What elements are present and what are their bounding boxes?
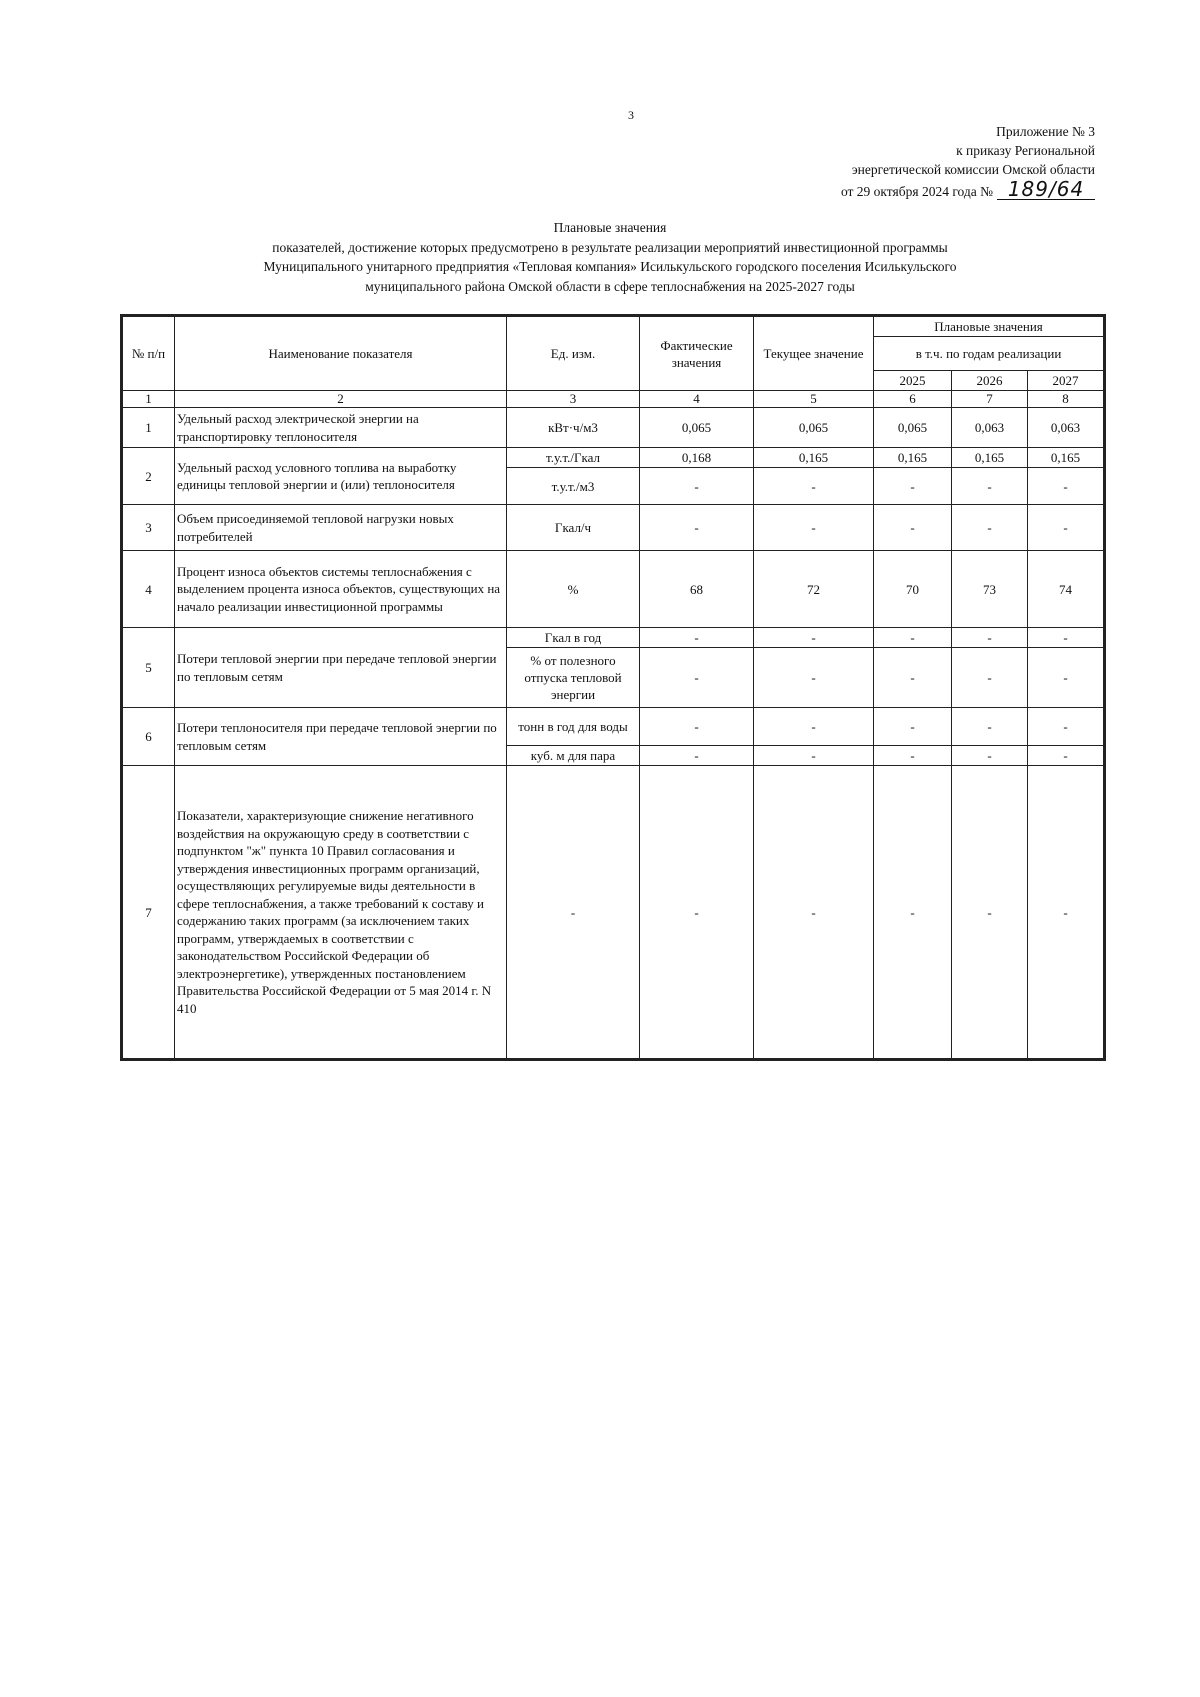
col-number: 2 [175,391,507,408]
appendix-line-4 [675,179,1095,201]
row-unit: куб. м для пара [507,746,640,766]
row-2027: - [1028,628,1104,648]
row-num: 1 [123,408,175,448]
row-2027: 74 [1028,551,1104,628]
row-name: Удельный расход условного топлива на выработку единицы тепловой энергии и (или) теплоносителя [175,448,507,505]
row-num: 7 [123,766,175,1059]
row-2025: 0,065 [874,408,952,448]
row-num: 3 [123,505,175,551]
row-2027: - [1028,505,1104,551]
row-unit: т.у.т./м3 [507,468,640,505]
row-2026: 73 [952,551,1028,628]
row-2026: - [952,746,1028,766]
row-actual: - [640,766,754,1059]
row-2026: - [952,766,1028,1059]
row-name: Потери тепловой энергии при передаче тепловой энергии по тепловым сетям [175,628,507,708]
row-name: Процент износа объектов системы теплоснабжения с выделением процента износа объектов, существующих на начало реализации инвестиционной программы [175,551,507,628]
indicators-table [122,316,1104,1059]
row-actual: - [640,505,754,551]
table-row [123,766,1104,1059]
row-2025: - [874,766,952,1059]
col-number: 7 [952,391,1028,408]
table-row [123,505,1104,551]
row-actual: - [640,468,754,505]
row-unit: % от полезного отпуска тепловой энергии [507,648,640,708]
title-line-1: Плановые значения [553,220,667,235]
row-2025: - [874,746,952,766]
row-unit: Гкал/ч [507,505,640,551]
row-name: Удельный расход электрической энергии на транспортировку теплоносителя [175,408,507,448]
col-number: 3 [507,391,640,408]
header-actual: Фактические значения [640,317,754,391]
header-by-years: в т.ч. по годам реализации [874,337,1104,371]
row-unit: % [507,551,640,628]
row-unit: т.у.т./Гкал [507,448,640,468]
row-2025: - [874,505,952,551]
appendix-line-3: энергетической комиссии Омской области [851,162,1095,177]
header-unit: Ед. изм. [507,317,640,391]
title-line-4: муниципального района Омской области в сфере теплоснабжения на 2025-2027 годы [365,278,855,294]
row-2025: 70 [874,551,952,628]
col-number: 8 [1028,391,1104,408]
row-2026: 0,063 [952,408,1028,448]
row-current: - [754,468,874,505]
row-actual: 68 [640,551,754,628]
row-2027: 0,063 [1028,408,1104,448]
row-name: Потери теплоносителя при передаче тепловой энергии по тепловым сетям [175,708,507,766]
row-2027: 0,165 [1028,448,1104,468]
appendix-line-2: к приказу Региональной [956,143,1095,158]
header-name: Наименование показателя [175,317,507,391]
title-line-2: показателей, достижение которых предусмотрено в результате реализации мероприятий инвестиционной программы [272,239,948,255]
order-number-handwritten: 189/64 [997,179,1095,200]
page-number: 3 [628,108,634,122]
row-2026: - [952,468,1028,505]
row-2025: 0,165 [874,448,952,468]
row-unit: Гкал в год [507,628,640,648]
row-2027: - [1028,648,1104,708]
row-2026: - [952,708,1028,746]
row-2027: - [1028,468,1104,505]
row-num: 2 [123,448,175,505]
row-current: 72 [754,551,874,628]
row-current: - [754,708,874,746]
row-current: - [754,766,874,1059]
row-unit: кВт·ч/м3 [507,408,640,448]
row-actual: - [640,746,754,766]
header-year-2027: 2027 [1028,371,1104,391]
row-current: 0,065 [754,408,874,448]
appendix-line-1: Приложение № 3 [996,124,1095,139]
row-2025: - [874,468,952,505]
row-actual: - [640,708,754,746]
col-number: 4 [640,391,754,408]
table-row [123,551,1104,628]
row-name: Показатели, характеризующие снижение негативного воздействия на окружающую среду в соответствии с подпунктом "ж" пункта 10 Правил согласования и утверждения инвестиционных программ организаций, осуществляющих регулируемые виды деятельности в сфере теплоснабжения, а также требований к составу и содержанию таких программ (за исключением таких программ, утверждаемых в соответствии с законодательством Российской Федерации об электроэнергетике), утвержденных постановлением Правительства Российской Федерации от 5 мая 2014 г. N 410 [175,766,507,1059]
row-2025: - [874,648,952,708]
header-year-2026: 2026 [952,371,1028,391]
row-2026: - [952,505,1028,551]
row-unit: - [507,766,640,1059]
row-2025: - [874,708,952,746]
row-2026: - [952,648,1028,708]
order-date: от 29 октября 2024 года № [840,184,993,199]
header-year-2025: 2025 [874,371,952,391]
row-actual: - [640,648,754,708]
header-planned: Плановые значения [874,317,1104,337]
row-name: Объем присоединяемой тепловой нагрузки новых потребителей [175,505,507,551]
table-row [123,628,1104,648]
row-actual: - [640,628,754,648]
row-2026: 0,165 [952,448,1028,468]
header-current: Текущее значение [754,317,874,391]
table-row [123,708,1104,746]
row-current: - [754,505,874,551]
row-current: - [754,628,874,648]
row-num: 6 [123,708,175,766]
title-line-3: Муниципального унитарного предприятия «Тепловая компания» Исилькульского городского поселения Исилькульского [263,259,957,274]
row-2026: - [952,628,1028,648]
col-number: 6 [874,391,952,408]
table-row [123,408,1104,448]
row-2025: - [874,628,952,648]
row-actual: 0,065 [640,408,754,448]
row-2027: - [1028,766,1104,1059]
row-current: - [754,746,874,766]
col-number: 1 [123,391,175,408]
row-num: 5 [123,628,175,708]
appendix-header [675,122,1095,201]
row-current: 0,165 [754,448,874,468]
row-unit: тонн в год для воды [507,708,640,746]
row-current: - [754,648,874,708]
row-actual: 0,168 [640,448,754,468]
table-row [123,448,1104,468]
col-number: 5 [754,391,874,408]
row-2027: - [1028,746,1104,766]
row-2027: - [1028,708,1104,746]
document-title [150,218,1070,296]
header-num: № п/п [123,317,175,391]
row-num: 4 [123,551,175,628]
